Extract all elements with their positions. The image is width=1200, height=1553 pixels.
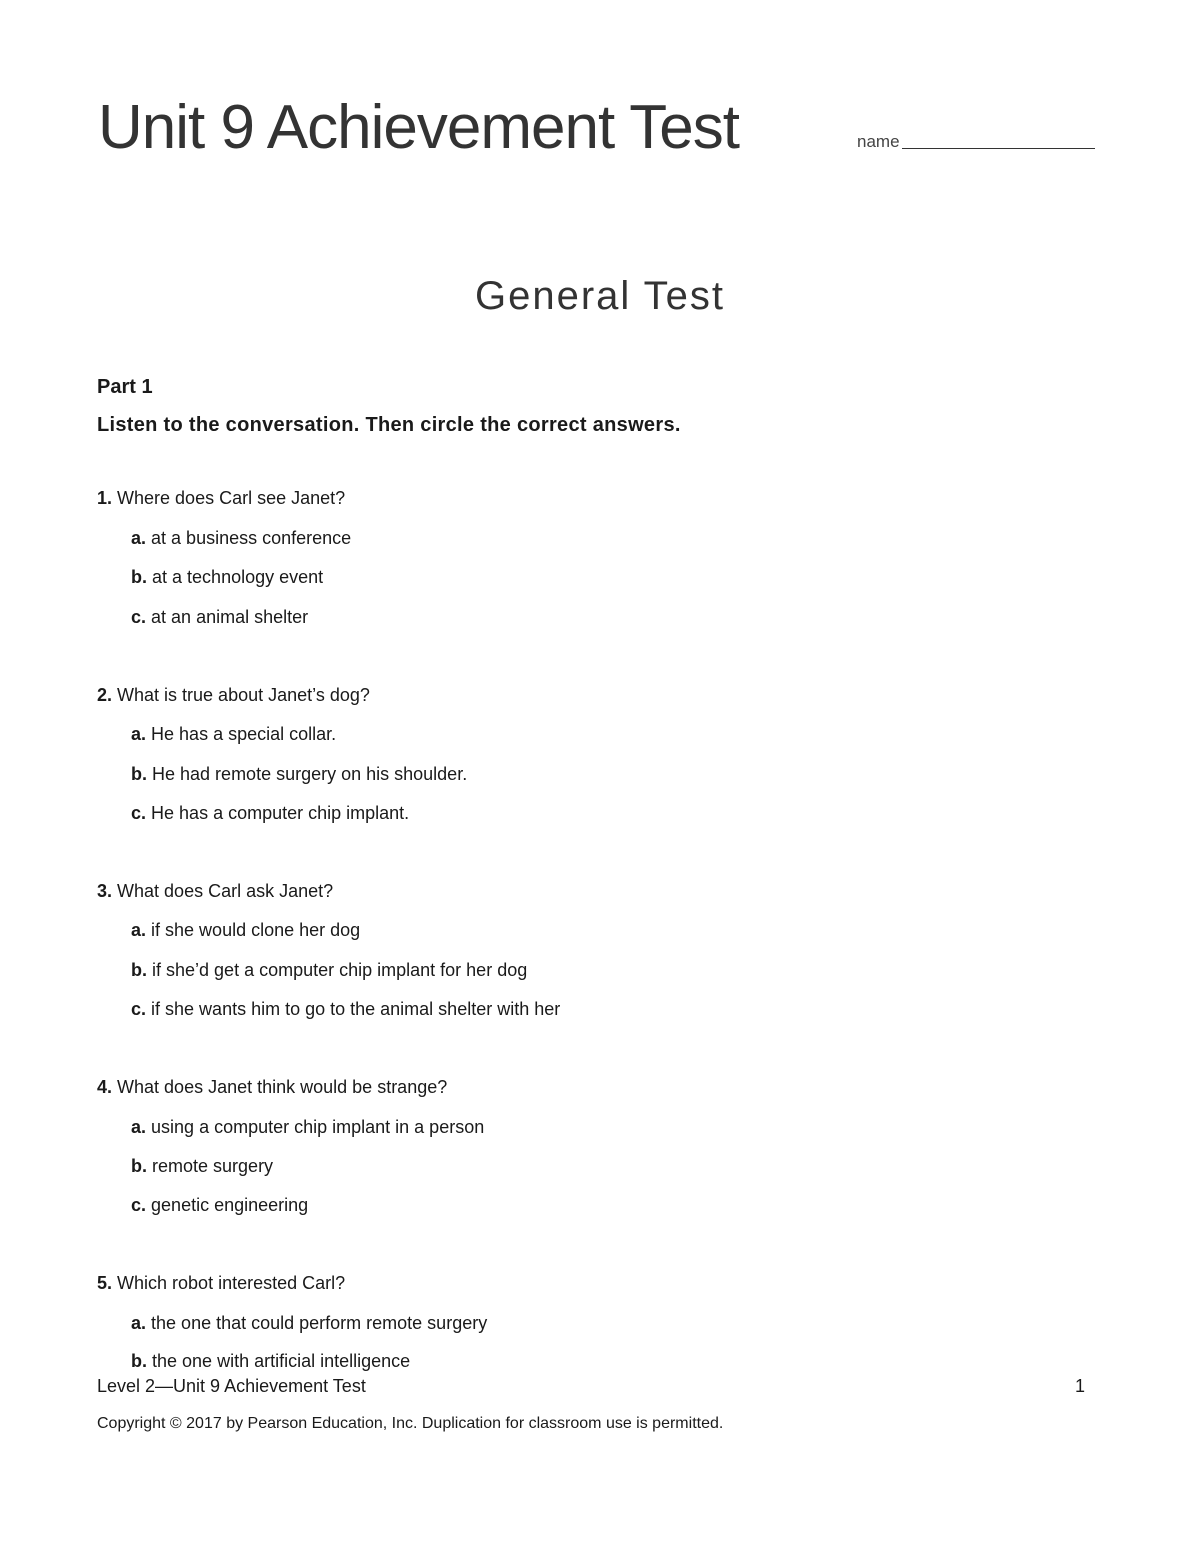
name-blank-line[interactable] (902, 147, 1095, 149)
question-5 (97, 1271, 345, 1295)
question-text: Which robot interested Carl? (117, 1273, 346, 1293)
option-letter: b. (131, 1351, 147, 1371)
question-1-option-b[interactable] (131, 565, 323, 589)
option-text: He has a computer chip implant. (151, 803, 410, 823)
option-letter: c. (131, 1195, 147, 1215)
option-text: if she wants him to go to the animal shelter with her (151, 999, 561, 1019)
option-letter: b. (131, 764, 147, 784)
question-number: 5. (97, 1273, 113, 1293)
option-letter: b. (131, 1156, 147, 1176)
name-field[interactable] (857, 132, 1095, 152)
question-3-option-b[interactable] (131, 958, 527, 982)
part-instructions: Listen to the conversation. Then circle the correct answers. (97, 414, 681, 436)
option-text: He had remote surgery on his shoulder. (152, 764, 468, 784)
name-label: name (857, 132, 900, 151)
page-title: Unit 9 Achievement Test (98, 93, 739, 162)
question-4-option-b[interactable] (131, 1154, 273, 1178)
question-2-option-b[interactable] (131, 762, 467, 786)
question-4-option-c[interactable] (131, 1193, 308, 1217)
question-text: Where does Carl see Janet? (117, 488, 346, 508)
question-text: What does Janet think would be strange? (117, 1077, 448, 1097)
question-1-option-c[interactable] (131, 605, 308, 629)
option-text: remote surgery (152, 1156, 274, 1176)
question-2-option-c[interactable] (131, 801, 409, 825)
question-4-option-a[interactable] (131, 1115, 484, 1139)
footer-test-title: Level 2—Unit 9 Achievement Test (97, 1376, 366, 1396)
option-text: at a business conference (151, 528, 352, 548)
option-letter: c. (131, 999, 147, 1019)
option-letter: a. (131, 1117, 147, 1137)
option-letter: b. (131, 567, 147, 587)
section-title: General Test (474, 274, 726, 318)
option-text: the one with artificial intelligence (152, 1351, 411, 1371)
part-label: Part 1 (97, 376, 153, 398)
question-3-option-a[interactable] (131, 918, 360, 942)
option-text: at a technology event (152, 567, 324, 587)
option-text: if she would clone her dog (151, 920, 361, 940)
option-text: the one that could perform remote surgery (151, 1313, 488, 1333)
option-text: genetic engineering (151, 1195, 309, 1215)
question-text: What does Carl ask Janet? (117, 881, 334, 901)
footer-copyright: Copyright © 2017 by Pearson Education, Inc. Duplication for classroom use is permitted. (97, 1415, 724, 1432)
question-1 (97, 486, 345, 510)
option-text: if she’d get a computer chip implant for her dog (152, 960, 528, 980)
question-3 (97, 879, 333, 903)
option-text: He has a special collar. (151, 724, 337, 744)
question-4 (97, 1075, 447, 1099)
question-3-option-c[interactable] (131, 997, 560, 1021)
option-letter: c. (131, 803, 147, 823)
question-1-option-a[interactable] (131, 526, 351, 550)
option-text: using a computer chip implant in a person (151, 1117, 485, 1137)
option-letter: a. (131, 1313, 147, 1333)
question-5-option-a[interactable] (131, 1311, 487, 1335)
question-2 (97, 683, 370, 707)
option-letter: a. (131, 528, 147, 548)
question-5-option-b[interactable] (131, 1349, 410, 1373)
option-letter: a. (131, 920, 147, 940)
option-text: at an animal shelter (151, 607, 309, 627)
question-number: 3. (97, 881, 113, 901)
footer-page-number: 1 (1075, 1376, 1086, 1396)
option-letter: b. (131, 960, 147, 980)
question-number: 1. (97, 488, 113, 508)
question-2-option-a[interactable] (131, 722, 336, 746)
question-number: 4. (97, 1077, 113, 1097)
option-letter: c. (131, 607, 147, 627)
question-text: What is true about Janet’s dog? (117, 685, 370, 705)
option-letter: a. (131, 724, 147, 744)
question-number: 2. (97, 685, 113, 705)
